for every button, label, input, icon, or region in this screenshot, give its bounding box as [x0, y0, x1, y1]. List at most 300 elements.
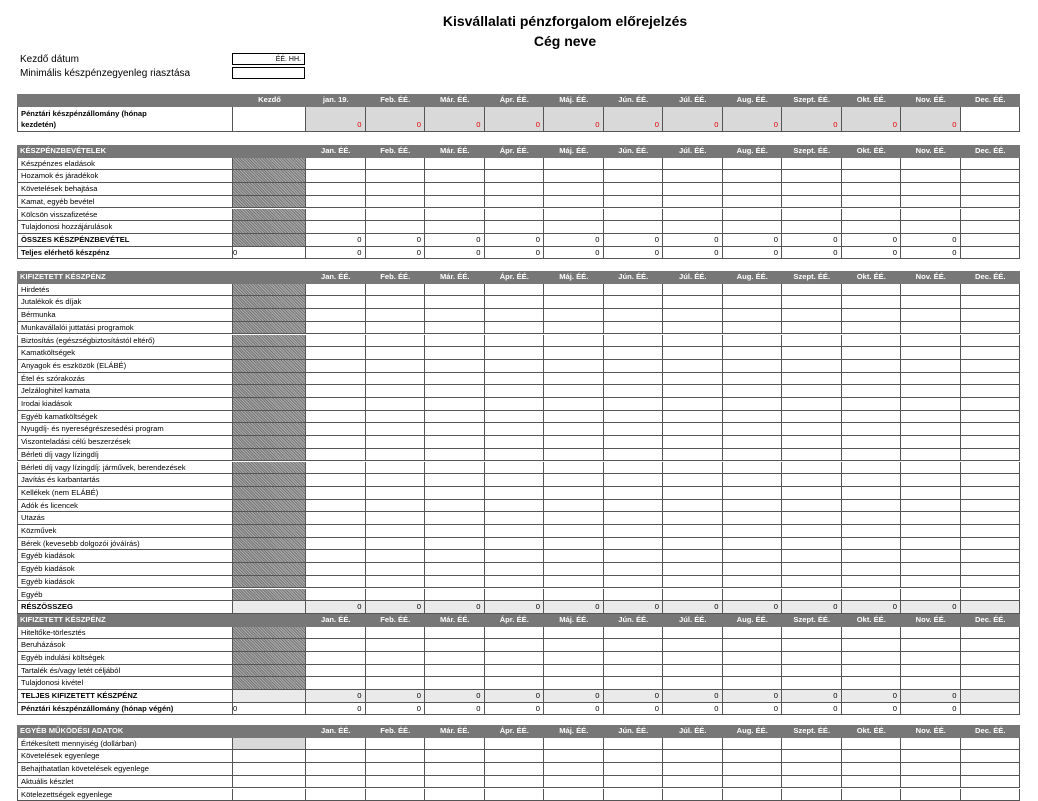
value-cell[interactable]: [604, 411, 664, 424]
value-cell[interactable]: [723, 462, 783, 475]
value-cell[interactable]: [604, 639, 664, 652]
value-cell[interactable]: [366, 500, 426, 513]
value-cell[interactable]: [306, 652, 366, 665]
value-cell[interactable]: [842, 183, 902, 196]
value-cell[interactable]: [306, 373, 366, 386]
value-cell[interactable]: [604, 750, 664, 763]
value-cell[interactable]: [723, 158, 783, 171]
value-cell[interactable]: [723, 296, 783, 309]
value-cell[interactable]: [604, 776, 664, 789]
value-cell[interactable]: [723, 309, 783, 322]
value-cell[interactable]: [604, 449, 664, 462]
value-cell[interactable]: [306, 563, 366, 576]
value-cell[interactable]: [782, 423, 842, 436]
value-cell[interactable]: [723, 373, 783, 386]
value-cell[interactable]: [723, 221, 783, 234]
value-cell[interactable]: 0: [663, 234, 723, 247]
start-cell[interactable]: [233, 789, 306, 801]
value-cell[interactable]: [901, 158, 961, 171]
value-cell[interactable]: [485, 750, 545, 763]
value-cell[interactable]: [604, 373, 664, 386]
value-cell[interactable]: [663, 576, 723, 589]
start-cell[interactable]: [233, 690, 306, 703]
value-cell[interactable]: [366, 221, 426, 234]
value-cell[interactable]: [604, 462, 664, 475]
value-cell[interactable]: [544, 296, 604, 309]
start-cell[interactable]: [233, 500, 306, 513]
value-cell[interactable]: [842, 462, 902, 475]
value-cell[interactable]: [961, 763, 1021, 776]
value-cell[interactable]: 0: [782, 234, 842, 247]
value-cell[interactable]: [485, 385, 545, 398]
start-cell[interactable]: [233, 221, 306, 234]
value-cell[interactable]: [604, 665, 664, 678]
start-cell[interactable]: [233, 322, 306, 335]
value-cell[interactable]: 0: [485, 690, 545, 703]
value-cell[interactable]: [366, 563, 426, 576]
value-cell[interactable]: [544, 462, 604, 475]
value-cell[interactable]: 0: [366, 601, 426, 614]
value-cell[interactable]: [604, 789, 664, 801]
value-cell[interactable]: [663, 183, 723, 196]
value-cell[interactable]: [366, 462, 426, 475]
value-cell[interactable]: [901, 789, 961, 801]
value-cell[interactable]: [663, 789, 723, 801]
value-cell[interactable]: [366, 411, 426, 424]
value-cell[interactable]: [723, 411, 783, 424]
value-cell[interactable]: [782, 221, 842, 234]
start-cell[interactable]: [233, 296, 306, 309]
value-cell[interactable]: 0: [842, 601, 902, 614]
value-cell[interactable]: [366, 652, 426, 665]
value-cell[interactable]: [842, 576, 902, 589]
value-cell[interactable]: [425, 789, 485, 801]
value-cell[interactable]: [425, 576, 485, 589]
value-cell[interactable]: [425, 639, 485, 652]
value-cell[interactable]: [663, 170, 723, 183]
value-cell[interactable]: [663, 652, 723, 665]
value-cell[interactable]: [723, 639, 783, 652]
value-cell[interactable]: [663, 500, 723, 513]
start-cell[interactable]: [233, 538, 306, 551]
value-cell[interactable]: [425, 652, 485, 665]
value-cell[interactable]: [842, 512, 902, 525]
value-cell[interactable]: [723, 738, 783, 751]
start-cell[interactable]: [233, 652, 306, 665]
value-cell[interactable]: [901, 360, 961, 373]
value-cell[interactable]: [961, 247, 1021, 260]
value-cell[interactable]: [366, 170, 426, 183]
value-cell[interactable]: [901, 776, 961, 789]
value-cell[interactable]: [366, 347, 426, 360]
value-cell[interactable]: [782, 284, 842, 297]
value-cell[interactable]: [306, 639, 366, 652]
value-cell[interactable]: [901, 538, 961, 551]
value-cell[interactable]: [485, 183, 545, 196]
value-cell[interactable]: [723, 347, 783, 360]
value-cell[interactable]: [306, 449, 366, 462]
value-cell[interactable]: [306, 750, 366, 763]
value-cell[interactable]: 0: [901, 690, 961, 703]
value-cell[interactable]: [782, 639, 842, 652]
value-cell[interactable]: [901, 639, 961, 652]
value-cell[interactable]: 0: [366, 247, 426, 260]
value-cell[interactable]: [842, 209, 902, 222]
value-cell[interactable]: [723, 487, 783, 500]
value-cell[interactable]: [961, 750, 1021, 763]
value-cell[interactable]: [366, 665, 426, 678]
value-cell[interactable]: [425, 209, 485, 222]
value-cell[interactable]: [306, 347, 366, 360]
value-cell[interactable]: 0: [842, 690, 902, 703]
value-cell[interactable]: 0: [723, 247, 783, 260]
value-cell[interactable]: [723, 763, 783, 776]
value-cell[interactable]: [663, 677, 723, 690]
value-cell[interactable]: [842, 360, 902, 373]
value-cell[interactable]: [723, 360, 783, 373]
value-cell[interactable]: [901, 449, 961, 462]
value-cell[interactable]: 0: [782, 247, 842, 260]
value-cell[interactable]: [604, 158, 664, 171]
value-cell[interactable]: [544, 512, 604, 525]
value-cell[interactable]: [663, 360, 723, 373]
start-cell[interactable]: [233, 183, 306, 196]
value-cell[interactable]: 0: [842, 107, 902, 132]
value-cell[interactable]: [842, 449, 902, 462]
value-cell[interactable]: [485, 639, 545, 652]
value-cell[interactable]: 0: [901, 107, 961, 132]
value-cell[interactable]: [961, 474, 1021, 487]
value-cell[interactable]: 0: [306, 601, 366, 614]
value-cell[interactable]: 0: [306, 703, 366, 716]
value-cell[interactable]: [663, 423, 723, 436]
value-cell[interactable]: [663, 627, 723, 640]
value-cell[interactable]: [842, 550, 902, 563]
value-cell[interactable]: [306, 500, 366, 513]
value-cell[interactable]: [663, 487, 723, 500]
start-cell[interactable]: [233, 627, 306, 640]
value-cell[interactable]: 0: [723, 601, 783, 614]
value-cell[interactable]: [306, 335, 366, 348]
value-cell[interactable]: [901, 487, 961, 500]
value-cell[interactable]: [485, 360, 545, 373]
value-cell[interactable]: 0: [544, 703, 604, 716]
value-cell[interactable]: [306, 789, 366, 801]
value-cell[interactable]: [485, 284, 545, 297]
value-cell[interactable]: [425, 221, 485, 234]
value-cell[interactable]: [901, 462, 961, 475]
value-cell[interactable]: [544, 563, 604, 576]
value-cell[interactable]: [306, 209, 366, 222]
value-cell[interactable]: [306, 776, 366, 789]
value-cell[interactable]: 0: [366, 234, 426, 247]
value-cell[interactable]: [544, 487, 604, 500]
value-cell[interactable]: [901, 750, 961, 763]
value-cell[interactable]: [485, 423, 545, 436]
value-cell[interactable]: [842, 525, 902, 538]
value-cell[interactable]: [425, 411, 485, 424]
value-cell[interactable]: 0: [782, 601, 842, 614]
value-cell[interactable]: [782, 296, 842, 309]
value-cell[interactable]: [842, 776, 902, 789]
value-cell[interactable]: [961, 487, 1021, 500]
start-cell[interactable]: [233, 639, 306, 652]
value-cell[interactable]: [782, 474, 842, 487]
value-cell[interactable]: [366, 738, 426, 751]
value-cell[interactable]: 0: [842, 703, 902, 716]
value-cell[interactable]: [842, 411, 902, 424]
value-cell[interactable]: [782, 411, 842, 424]
value-cell[interactable]: [961, 322, 1021, 335]
value-cell[interactable]: [366, 158, 426, 171]
value-cell[interactable]: [306, 296, 366, 309]
value-cell[interactable]: [782, 576, 842, 589]
value-cell[interactable]: [425, 462, 485, 475]
value-cell[interactable]: [782, 449, 842, 462]
value-cell[interactable]: [842, 158, 902, 171]
value-cell[interactable]: [961, 738, 1021, 751]
value-cell[interactable]: [961, 703, 1021, 716]
value-cell[interactable]: [663, 398, 723, 411]
start-cell[interactable]: [233, 284, 306, 297]
value-cell[interactable]: [485, 563, 545, 576]
value-cell[interactable]: [842, 423, 902, 436]
start-cell[interactable]: [233, 487, 306, 500]
value-cell[interactable]: [485, 512, 545, 525]
value-cell[interactable]: 0: [663, 703, 723, 716]
value-cell[interactable]: [723, 776, 783, 789]
value-cell[interactable]: [604, 487, 664, 500]
value-cell[interactable]: [842, 474, 902, 487]
value-cell[interactable]: [663, 525, 723, 538]
value-cell[interactable]: [901, 589, 961, 602]
value-cell[interactable]: [485, 322, 545, 335]
value-cell[interactable]: [604, 209, 664, 222]
value-cell[interactable]: [782, 738, 842, 751]
start-cell[interactable]: [233, 601, 306, 614]
value-cell[interactable]: [425, 750, 485, 763]
value-cell[interactable]: 0: [663, 107, 723, 132]
value-cell[interactable]: [901, 436, 961, 449]
value-cell[interactable]: [604, 436, 664, 449]
value-cell[interactable]: [663, 158, 723, 171]
value-cell[interactable]: [544, 335, 604, 348]
value-cell[interactable]: [425, 196, 485, 209]
value-cell[interactable]: [544, 423, 604, 436]
value-cell[interactable]: [425, 500, 485, 513]
value-cell[interactable]: 0: [485, 703, 545, 716]
value-cell[interactable]: [842, 322, 902, 335]
value-cell[interactable]: [961, 221, 1021, 234]
value-cell[interactable]: [663, 284, 723, 297]
value-cell[interactable]: [366, 322, 426, 335]
value-cell[interactable]: [604, 296, 664, 309]
value-cell[interactable]: [961, 589, 1021, 602]
value-cell[interactable]: [425, 776, 485, 789]
value-cell[interactable]: [842, 221, 902, 234]
value-cell[interactable]: [901, 170, 961, 183]
value-cell[interactable]: [663, 589, 723, 602]
start-cell[interactable]: [233, 158, 306, 171]
value-cell[interactable]: [901, 738, 961, 751]
value-cell[interactable]: [425, 284, 485, 297]
value-cell[interactable]: [723, 436, 783, 449]
value-cell[interactable]: [485, 309, 545, 322]
value-cell[interactable]: [604, 398, 664, 411]
value-cell[interactable]: [782, 322, 842, 335]
value-cell[interactable]: [604, 183, 664, 196]
value-cell[interactable]: [306, 360, 366, 373]
value-cell[interactable]: [782, 677, 842, 690]
value-cell[interactable]: [782, 196, 842, 209]
start-date-input[interactable]: ÉÉ. HH.: [232, 53, 305, 65]
value-cell[interactable]: 0: [901, 703, 961, 716]
value-cell[interactable]: [425, 487, 485, 500]
value-cell[interactable]: [723, 335, 783, 348]
value-cell[interactable]: 0: [485, 601, 545, 614]
value-cell[interactable]: [544, 738, 604, 751]
value-cell[interactable]: [485, 789, 545, 801]
value-cell[interactable]: 0: [842, 234, 902, 247]
value-cell[interactable]: [366, 487, 426, 500]
value-cell[interactable]: 0: [782, 107, 842, 132]
value-cell[interactable]: 0: [544, 601, 604, 614]
value-cell[interactable]: [366, 627, 426, 640]
value-cell[interactable]: [782, 436, 842, 449]
value-cell[interactable]: [485, 158, 545, 171]
value-cell[interactable]: [604, 309, 664, 322]
start-cell[interactable]: [233, 411, 306, 424]
value-cell[interactable]: [366, 209, 426, 222]
value-cell[interactable]: [544, 322, 604, 335]
value-cell[interactable]: [842, 639, 902, 652]
start-cell[interactable]: [233, 563, 306, 576]
value-cell[interactable]: 0: [306, 247, 366, 260]
value-cell[interactable]: [961, 462, 1021, 475]
value-cell[interactable]: [901, 627, 961, 640]
value-cell[interactable]: [604, 423, 664, 436]
value-cell[interactable]: [842, 738, 902, 751]
value-cell[interactable]: [782, 550, 842, 563]
value-cell[interactable]: 0: [723, 690, 783, 703]
value-cell[interactable]: [961, 576, 1021, 589]
value-cell[interactable]: [425, 322, 485, 335]
value-cell[interactable]: [604, 576, 664, 589]
value-cell[interactable]: [306, 385, 366, 398]
value-cell[interactable]: [366, 373, 426, 386]
value-cell[interactable]: [782, 652, 842, 665]
value-cell[interactable]: [485, 525, 545, 538]
value-cell[interactable]: [961, 436, 1021, 449]
value-cell[interactable]: [366, 589, 426, 602]
value-cell[interactable]: [723, 170, 783, 183]
value-cell[interactable]: [901, 474, 961, 487]
value-cell[interactable]: [901, 335, 961, 348]
value-cell[interactable]: [782, 789, 842, 801]
value-cell[interactable]: 0: [604, 107, 664, 132]
value-cell[interactable]: [366, 385, 426, 398]
value-cell[interactable]: 0: [485, 107, 545, 132]
start-cell[interactable]: [233, 550, 306, 563]
value-cell[interactable]: [723, 789, 783, 801]
value-cell[interactable]: [485, 373, 545, 386]
value-cell[interactable]: [901, 322, 961, 335]
value-cell[interactable]: [544, 196, 604, 209]
value-cell[interactable]: [663, 373, 723, 386]
value-cell[interactable]: [306, 677, 366, 690]
value-cell[interactable]: [901, 373, 961, 386]
value-cell[interactable]: [366, 750, 426, 763]
value-cell[interactable]: [782, 538, 842, 551]
value-cell[interactable]: [604, 474, 664, 487]
start-cell[interactable]: [233, 738, 306, 751]
value-cell[interactable]: [723, 665, 783, 678]
value-cell[interactable]: [604, 550, 664, 563]
value-cell[interactable]: [782, 335, 842, 348]
value-cell[interactable]: [485, 738, 545, 751]
value-cell[interactable]: [604, 563, 664, 576]
value-cell[interactable]: [663, 411, 723, 424]
value-cell[interactable]: [842, 335, 902, 348]
value-cell[interactable]: [604, 512, 664, 525]
value-cell[interactable]: 0: [604, 703, 664, 716]
value-cell[interactable]: [723, 500, 783, 513]
start-cell[interactable]: [233, 347, 306, 360]
value-cell[interactable]: [485, 538, 545, 551]
value-cell[interactable]: [723, 576, 783, 589]
value-cell[interactable]: [425, 335, 485, 348]
value-cell[interactable]: 0: [425, 703, 485, 716]
value-cell[interactable]: [485, 335, 545, 348]
value-cell[interactable]: [723, 183, 783, 196]
value-cell[interactable]: [961, 652, 1021, 665]
value-cell[interactable]: 0: [544, 690, 604, 703]
value-cell[interactable]: [485, 576, 545, 589]
value-cell[interactable]: [961, 601, 1021, 614]
value-cell[interactable]: [306, 411, 366, 424]
value-cell[interactable]: [366, 763, 426, 776]
value-cell[interactable]: [366, 398, 426, 411]
value-cell[interactable]: [425, 347, 485, 360]
value-cell[interactable]: [604, 196, 664, 209]
value-cell[interactable]: [544, 525, 604, 538]
value-cell[interactable]: [425, 550, 485, 563]
value-cell[interactable]: [604, 347, 664, 360]
value-cell[interactable]: [604, 763, 664, 776]
value-cell[interactable]: [306, 221, 366, 234]
value-cell[interactable]: [782, 183, 842, 196]
value-cell[interactable]: [842, 538, 902, 551]
value-cell[interactable]: [544, 652, 604, 665]
value-cell[interactable]: [425, 158, 485, 171]
value-cell[interactable]: [782, 750, 842, 763]
start-cell[interactable]: [233, 449, 306, 462]
value-cell[interactable]: [604, 170, 664, 183]
value-cell[interactable]: 0: [901, 234, 961, 247]
value-cell[interactable]: [544, 776, 604, 789]
value-cell[interactable]: [485, 196, 545, 209]
value-cell[interactable]: [961, 170, 1021, 183]
value-cell[interactable]: [842, 296, 902, 309]
start-cell[interactable]: [233, 525, 306, 538]
value-cell[interactable]: [425, 525, 485, 538]
value-cell[interactable]: [485, 677, 545, 690]
value-cell[interactable]: [842, 347, 902, 360]
value-cell[interactable]: [842, 652, 902, 665]
value-cell[interactable]: [842, 170, 902, 183]
value-cell[interactable]: [485, 296, 545, 309]
value-cell[interactable]: [901, 652, 961, 665]
